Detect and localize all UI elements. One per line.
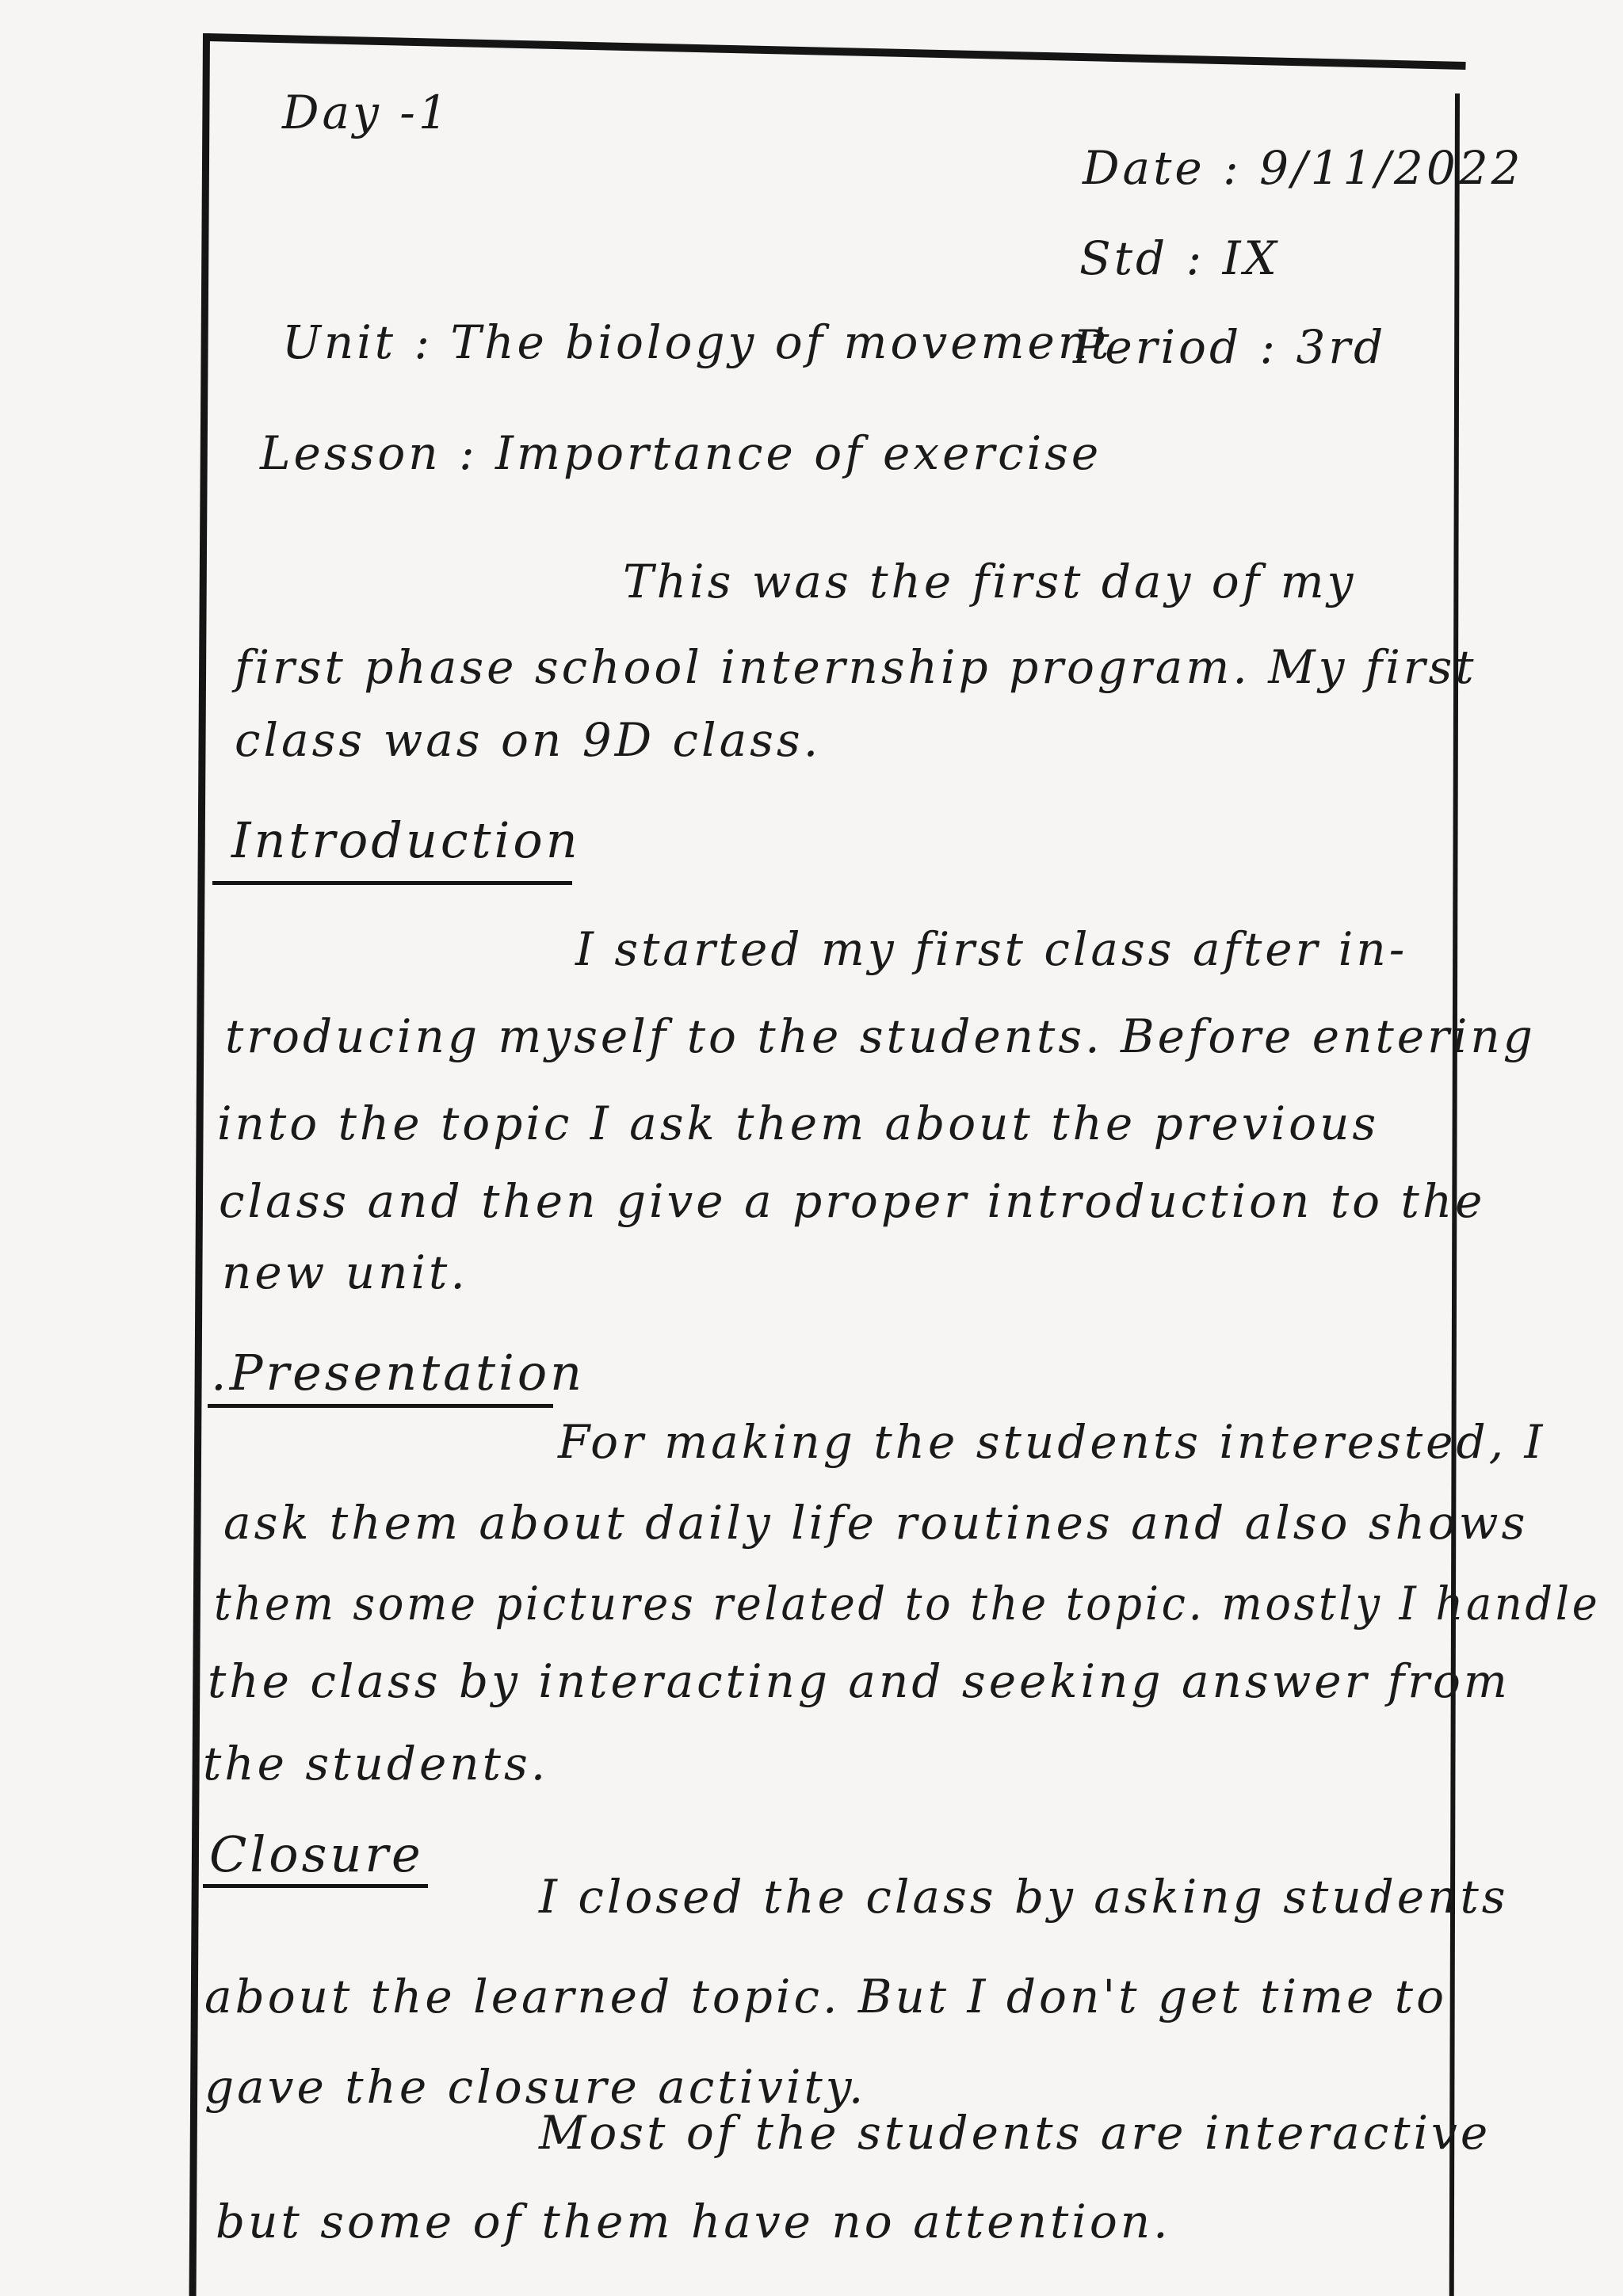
std-line: Std : IX [1079,231,1280,285]
intro-paragraph-line: first phase school internship program. My first [235,640,1477,694]
period-line: Period : 3rd [1073,320,1387,374]
section-line: ask them about daily life routines and also shows [223,1496,1529,1550]
day-label: Day -1 [282,86,451,139]
section-line: gave the closure activity. [204,2060,867,2114]
page-border-top [208,33,1466,70]
section-line: them some pictures related to the topic. mostly I handle [214,1577,1601,1630]
section-line: but some of them have no attention. [216,2195,1171,2248]
section-line: about the learned topic. But I don't get time to [204,1970,1448,2023]
page-border-left [189,33,210,2296]
heading-underline [212,881,572,885]
section-line: I started my first class after in- [575,922,1408,976]
section-line: I closed the class by asking students [539,1870,1509,1924]
intro-paragraph-line: This was the first day of my [623,555,1357,608]
section-line: troducing myself to the students. Before entering [225,1009,1536,1063]
section-line: Most of the students are interactive [539,2106,1491,2160]
section-line: the class by interacting and seeking answer from [208,1654,1510,1708]
section-line: new unit. [222,1245,468,1299]
section-heading-closure: Closure [209,1825,424,1883]
section-line: class and then give a proper introduction to the [219,1174,1486,1228]
section-line: For making the students interested, I [558,1415,1546,1469]
section-line: into the topic I ask them about the previous [217,1097,1380,1150]
intro-paragraph-line: class was on 9D class. [235,713,822,767]
section-line: the students. [203,1737,549,1791]
heading-underline [203,1884,428,1888]
lesson-line: Lesson : Importance of exercise [260,426,1102,480]
section-heading-presentation: .Presentation [211,1344,586,1402]
heading-underline [208,1404,553,1408]
section-heading-introduction: Introduction [231,811,581,869]
unit-line: Unit : The biology of movement [282,315,1113,369]
date-line: Date : 9/11/2022 [1083,141,1524,195]
